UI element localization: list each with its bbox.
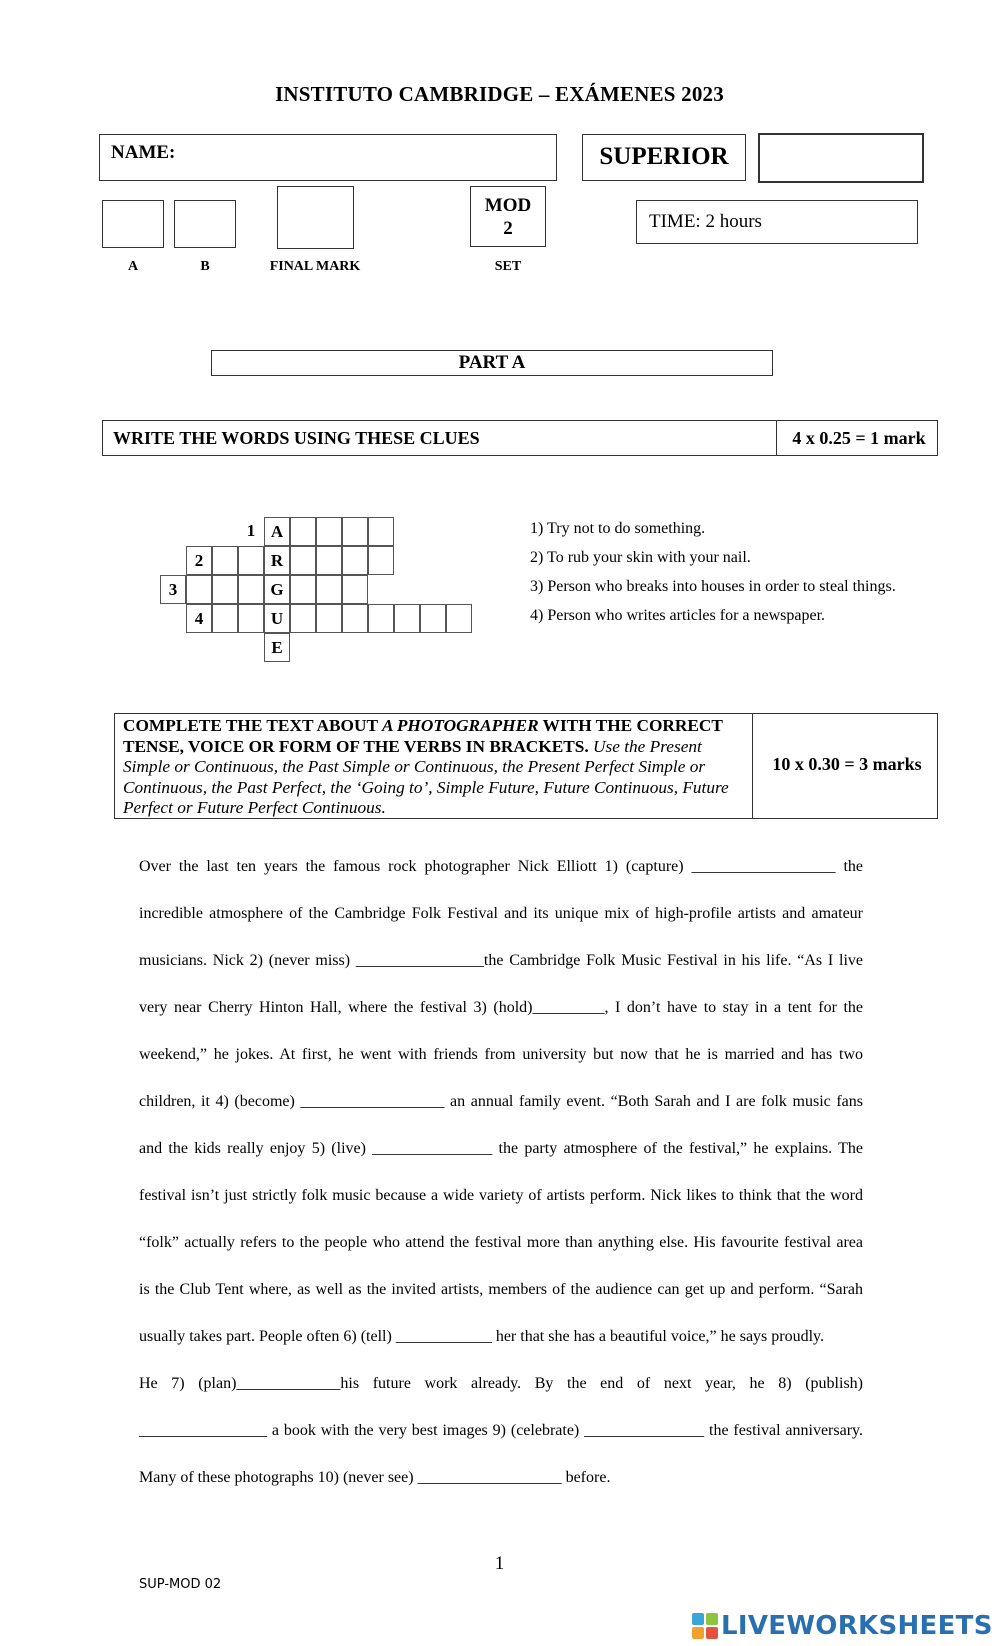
text-line: Over the last ten years the famous rock photographer Nick Elliott 1) (capture) __________________ the	[139, 858, 863, 875]
mod-number: 2	[503, 218, 513, 239]
crossword-cell[interactable]	[316, 604, 342, 633]
crossword-key-cell: A	[264, 517, 290, 546]
crossword-number: 1	[246, 521, 256, 540]
crossword-number: 2	[186, 546, 212, 575]
text-line: “folk” actually refers to the people who attend the festival more than anything else. His favourite festival area	[139, 1234, 863, 1251]
exercise-2-instruction: COMPLETE THE TEXT ABOUT A PHOTOGRAPHER WITH THE CORRECT TENSE, VOICE OR FORM OF THE VERBS IN BRACKETS. Use the Present Simple or Continuous, the Past Simple or Continuous, the Present Perfect Simple or Continuous, the Past Perfect, the ‘Going to’, Simple Future, Future Continuous, Future Perfect or Future Perfect Continuous.	[123, 716, 729, 817]
label-set: SET	[494, 259, 522, 274]
crossword-cell[interactable]	[368, 517, 394, 546]
crossword-cell[interactable]	[290, 546, 316, 575]
exercise-2-header	[114, 713, 938, 819]
crossword-cell[interactable]	[238, 546, 264, 575]
crossword-cell[interactable]	[342, 604, 368, 633]
crossword-cell[interactable]	[290, 575, 316, 604]
mod-label: MOD	[484, 195, 532, 216]
clue-1: 1) Try not to do something.	[530, 520, 706, 537]
final-mark-field[interactable]	[277, 186, 354, 249]
exercise-1-header	[102, 420, 938, 456]
footer-code: SUP-MOD 02	[139, 1577, 222, 1592]
text-line: ________________ a book with the very best images 9) (celebrate) _______________ the festival anniversary.	[139, 1422, 863, 1439]
mark-b-field[interactable]	[174, 200, 236, 248]
text-line: Many of these photographs 10) (never see) __________________ before.	[139, 1469, 611, 1486]
crossword-cell[interactable]	[420, 604, 446, 633]
text-line: and the kids really enjoy 5) (live) _______________ the party atmosphere of the festival,” he explains. The	[139, 1140, 863, 1157]
crossword-cell[interactable]	[212, 575, 238, 604]
clue-4: 4) Person who writes articles for a newspaper.	[530, 607, 826, 624]
name-label: NAME:	[111, 142, 176, 163]
crossword-cell[interactable]	[316, 517, 342, 546]
exercise-1-marks: 4 x 0.25 = 1 mark	[792, 428, 926, 448]
liveworksheets-logo[interactable]	[692, 1611, 993, 1641]
text-line: is the Club Tent where, as well as the invited artists, members of the audience can get up and perform. “Sarah	[139, 1281, 863, 1298]
part-a-heading: PART A	[211, 350, 773, 376]
crossword-cell[interactable]	[342, 575, 368, 604]
level-label: SUPERIOR	[582, 134, 746, 181]
label-b: B	[200, 259, 210, 274]
crossword-key-cell: G	[264, 575, 290, 604]
crossword-cell[interactable]	[238, 575, 264, 604]
crossword-number: 4	[186, 604, 212, 633]
clue-2: 2) To rub your skin with your nail.	[530, 549, 751, 566]
label-final-mark: FINAL MARK	[269, 259, 361, 274]
text-line: festival isn’t just strictly folk music because a wide variety of artists perform. Nick likes to think that the word	[139, 1187, 863, 1204]
clue-3: 3) Person who breaks into houses in order to steal things.	[530, 578, 896, 595]
liveworksheets-brand: LIVEWORKSHEETS	[721, 1611, 993, 1641]
crossword-cell[interactable]	[238, 604, 264, 633]
crossword-cell[interactable]	[212, 546, 238, 575]
crossword-key-cell: U	[264, 604, 290, 633]
crossword-cell[interactable]	[342, 517, 368, 546]
text-line: incredible atmosphere of the Cambridge Folk Festival and its unique mix of high-profile artists and amateur	[139, 905, 863, 922]
crossword-cell[interactable]	[342, 546, 368, 575]
text-line: children, it 4) (become) __________________ an annual family event. “Both Sarah and I are folk music fans	[139, 1093, 863, 1110]
text-line: very near Cherry Hinton Hall, where the festival 3) (hold)_________, I don’t have to stay in a tent for the	[139, 999, 863, 1016]
text-line: musicians. Nick 2) (never miss) ________________the Cambridge Folk Music Festival in his life. “As I live	[139, 952, 863, 969]
crossword-key-cell: R	[264, 546, 290, 575]
level-mark-field[interactable]	[758, 133, 924, 183]
crossword-key-cell: E	[264, 633, 290, 662]
exercise-2-marks: 10 x 0.30 = 3 marks	[772, 754, 922, 774]
crossword-cell[interactable]	[290, 604, 316, 633]
set-box	[470, 186, 546, 247]
crossword-cell[interactable]	[368, 546, 394, 575]
text-line: usually takes part. People often 6) (tell) ____________ her that she has a beautiful voice,” he says proudly.	[139, 1328, 824, 1345]
time-box: TIME: 2 hours	[636, 200, 918, 244]
crossword-cell[interactable]	[394, 604, 420, 633]
crossword-cell[interactable]	[186, 575, 212, 604]
crossword-cell[interactable]	[368, 604, 394, 633]
page-number: 1	[494, 1553, 505, 1574]
crossword-cell[interactable]	[316, 546, 342, 575]
crossword-cell[interactable]	[446, 604, 472, 633]
crossword-cell[interactable]	[212, 604, 238, 633]
exercise-1-instruction: WRITE THE WORDS USING THESE CLUES	[113, 428, 480, 448]
mark-a-field[interactable]	[102, 200, 164, 248]
liveworksheets-icon	[692, 1613, 718, 1639]
crossword-number: 3	[160, 575, 186, 604]
label-a: A	[127, 259, 139, 274]
crossword-cell[interactable]	[316, 575, 342, 604]
crossword-cell[interactable]	[290, 517, 316, 546]
exam-title: INSTITUTO CAMBRIDGE – EXÁMENES 2023	[275, 82, 724, 106]
name-field[interactable]	[99, 134, 557, 181]
text-line: He 7) (plan)_____________his future work already. By the end of next year, he 8) (publish)	[139, 1375, 863, 1392]
text-line: weekend,” he jokes. At first, he went with friends from university but now that he is married and has two	[139, 1046, 863, 1063]
